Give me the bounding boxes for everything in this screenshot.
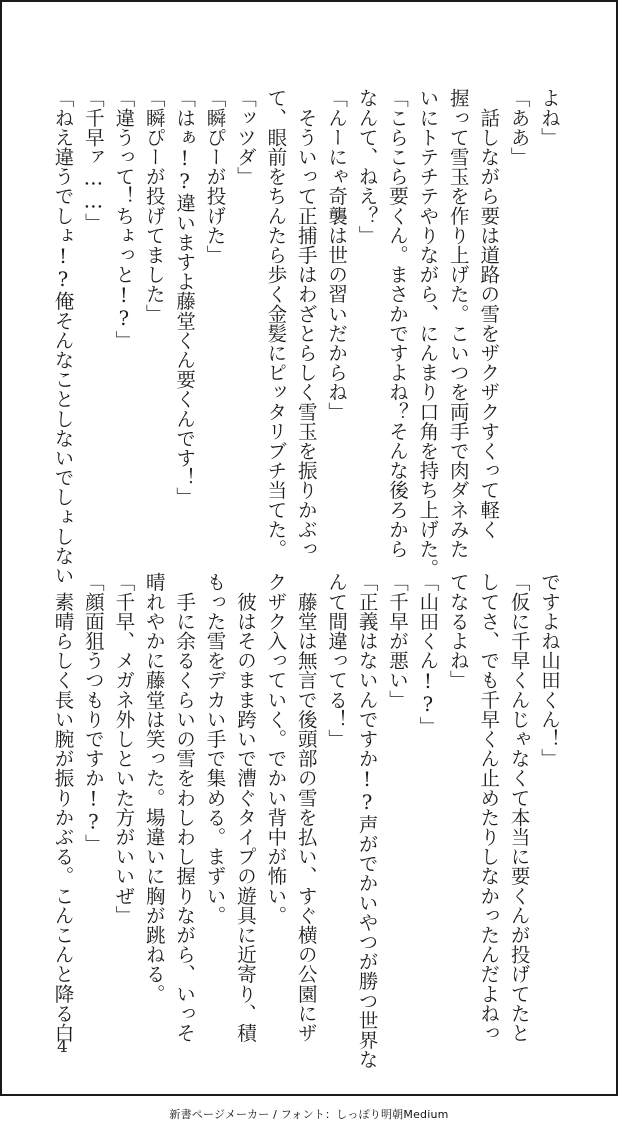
footer-credit: 新書ページメーカー / フォント：しっぽり明朝Medium — [169, 1108, 449, 1121]
page-number: 4 — [57, 1037, 68, 1057]
text-line: 藤堂は無言で後頭部の雪を払い、すぐ横の公園にザ — [294, 572, 318, 1043]
text-line: 話しながら要は道路の雪をザクザクすくって軽く — [477, 88, 501, 539]
text-line: 素晴らしく長い腕が振りかぶる。こんこんと降る白 — [51, 572, 75, 1043]
text-line: ですよね山田くん！」 — [538, 572, 561, 768]
upper-text-block — [47, 88, 564, 585]
text-line: 「千早、メガネ外しといた方がいいぜ」 — [112, 572, 136, 925]
text-line: なんて、ねえ？」 — [355, 88, 379, 245]
text-line: 手に余るくらいの雪をわしわし握りながら、いっそ — [173, 572, 197, 1043]
text-line: いにトテチテやりながら、にんまり口角を持ち上げた。 — [416, 88, 440, 578]
text-line: てなるよね」 — [446, 572, 470, 690]
text-line: クザク入っていく。でかい背中が怖い。 — [264, 572, 288, 925]
text-line: よね」 — [538, 88, 561, 147]
lower-text-block — [47, 572, 564, 1069]
text-line: 彼はそのまま跨いで漕ぐタイプの遊具に近寄り、積 — [233, 572, 257, 1043]
text-line: 「んーにゃ奇襲は世の習いだからね」 — [325, 88, 349, 422]
text-line: してさ、でも千早くん止めたりしなかったんだよねっ — [477, 572, 501, 1043]
text-line: 「仮に千早くんじゃなくて本当に要くんが投げてたと — [507, 572, 531, 1043]
text-line: もった雪をデカい手で集める。まずい。 — [203, 572, 227, 925]
text-line: 「瞬ぴーが投げてました」 — [142, 88, 166, 324]
text-line: 「はぁ!?違いますよ藤堂くん要くんです！」 — [173, 88, 197, 507]
text-line: 「千早ァ……」 — [81, 88, 105, 233]
text-line: 「こらこら要くん。まさかですよね？そんな後ろから — [385, 88, 409, 559]
footer-bar — [0, 1096, 618, 1132]
text-line: 握って雪玉を作り上げた。こいつを両手で肉ダネみた — [446, 88, 470, 559]
text-line: そういって正捕手はわざとらしく雪玉を振りかぶっ — [294, 88, 318, 559]
text-line: んて間違ってる！」 — [325, 572, 349, 749]
text-line: 「正義はないんですか!?声がでかいやつが勝つ世界な — [355, 572, 379, 1069]
text-line: 「瞬ぴーが投げた」 — [203, 88, 227, 265]
text-line: 「ッツダ」 — [233, 88, 257, 186]
text-line: 「ああ」 — [507, 88, 531, 167]
text-line: 「千早が悪い」 — [385, 572, 409, 710]
text-line: 晴れやかに藤堂は笑った。場違いに胸が跳ねる。 — [142, 572, 166, 1004]
text-line: て、眼前をちんたら歩く金髪にピッタリブチ当てた。 — [264, 88, 288, 559]
text-line: 「ねえ違うでしょ!?俺そんなことしないでしょしない — [51, 88, 75, 585]
text-line: 「顔面狙うつもりですか!?」 — [81, 572, 105, 854]
text-line: 「山田くん!?」 — [416, 572, 440, 736]
text-line: 「違うって！ちょっと!?」 — [112, 88, 136, 350]
